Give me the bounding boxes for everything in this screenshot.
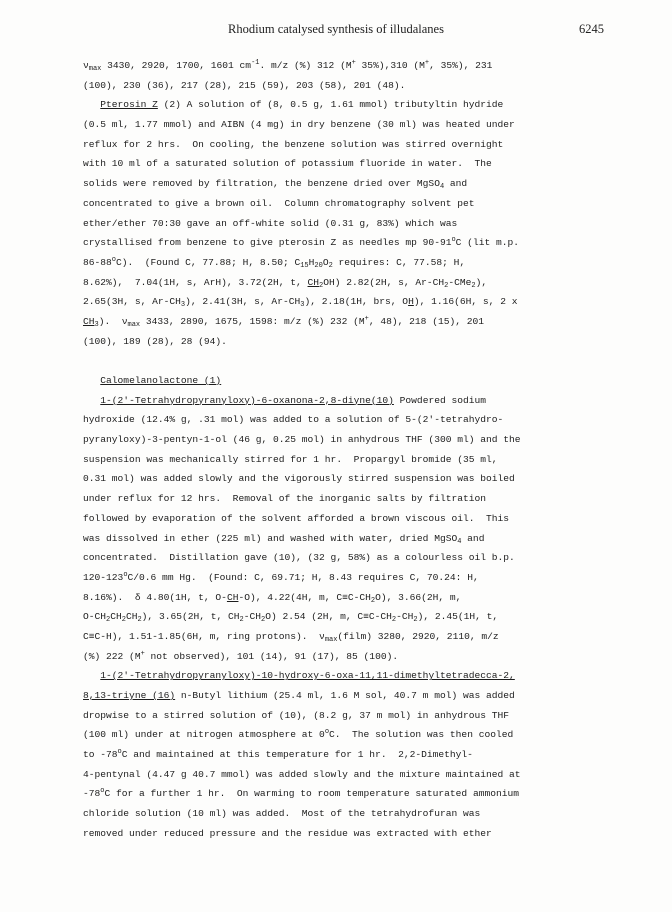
text-run: CH — [110, 611, 122, 623]
text-run: ), — [475, 276, 488, 288]
text-run: -78 — [83, 788, 101, 800]
subscript: 2 — [319, 281, 324, 290]
subscript: 2 — [471, 281, 476, 290]
text-run: ether/ether 70:30 gave an off-white solid (0.31 g, 83%) which was — [83, 217, 458, 229]
text-run: and — [461, 532, 485, 544]
text-line — [83, 784, 603, 804]
text-run: (100), 189 (28), 28 (94). — [83, 335, 227, 347]
superscript: o — [117, 748, 122, 757]
text-run: Powdered sodium — [393, 394, 487, 406]
text-run: 3430, 2920, 1700, 1601 cm — [101, 60, 252, 71]
text-run: CH — [226, 591, 239, 603]
text-run — [83, 670, 100, 681]
text-run: was dissolved in ether (225 ml) and washed with water, dried MgSO — [83, 532, 458, 544]
page-header — [0, 22, 672, 42]
text-run: concentrated to give a brown oil. Column chromatography solvent pet — [83, 197, 475, 209]
text-line — [83, 607, 603, 627]
text-line — [83, 725, 603, 745]
text-run: O-CH — [83, 611, 107, 623]
text-run: to -78 — [83, 749, 118, 761]
text-line — [83, 568, 603, 588]
text-run: (film) 3280, 2920, 2110, m/z — [337, 630, 499, 642]
text-line — [83, 174, 603, 194]
text-run: reflux for 2 hrs. On cooling, the benzene solution was stirred overnight — [83, 138, 504, 150]
text-run: Pterosin Z — [100, 99, 158, 111]
text-line — [83, 214, 603, 234]
text-line — [83, 56, 603, 76]
superscript: o — [451, 236, 456, 245]
text-run: not observed), 101 (14), 91 (17), 85 (100). — [144, 650, 399, 662]
text-run: O — [322, 256, 329, 268]
text-run: 3433, 2890, 1675, 1598: m/z (%) 232 (M — [140, 315, 365, 327]
subscript: 3 — [300, 301, 305, 310]
text-run: , 48), 218 (15), 201 — [368, 315, 485, 327]
text-run: OH) 2.82(2H, s, Ar-CH — [323, 276, 445, 288]
text-run: O) 2.54 (2H, m, C≡C-CH — [265, 611, 392, 623]
text-run: under reflux for 12 hrs. Removal of the inorganic salts by filtration — [83, 493, 487, 505]
superscript: o — [324, 728, 330, 737]
text-line — [83, 627, 603, 647]
text-line — [83, 312, 603, 332]
text-run: chloride solution (10 ml) was added. Most of the tetrahydrofuran was — [83, 808, 481, 820]
text-run: pyranyloxy)-3-pentyn-1-ol (46 g, 0.25 mol) in anhydrous THF (300 ml) and the — [83, 434, 521, 446]
text-run: hydroxide (12.4% g, .31 mol) was added to a solution of 5-(2'-tetrahydro- — [83, 414, 504, 426]
text-run: H — [408, 296, 414, 308]
text-run: . m/z (%) 312 (M — [259, 60, 352, 71]
text-run: 8,13-triyne (16) — [83, 690, 176, 701]
text-line — [83, 686, 603, 706]
subscript: max — [324, 635, 338, 644]
text-run: 2.65(3H, s, Ar-CH — [83, 296, 181, 308]
text-run: crystallised from benzene to give pterosin Z as needles mp 90-91 — [83, 237, 452, 249]
text-run: CH — [83, 315, 95, 327]
text-line — [83, 391, 603, 411]
text-line — [83, 706, 603, 726]
text-line — [83, 529, 603, 549]
text-run: 8.62%), 7.04(1H, s, ArH), 3.72(2H, t, — [83, 276, 308, 288]
text-line — [83, 95, 603, 115]
text-run: requires: C, 77.58; H, — [332, 256, 466, 268]
text-line — [83, 154, 603, 174]
text-run: C). (Found C, 77.88; H, 8.50; C — [116, 256, 301, 268]
text-line — [83, 371, 603, 391]
text-line — [83, 588, 603, 608]
text-run: removed under reduced pressure and the residue was extracted with ether — [83, 827, 492, 839]
text-run: (0.5 ml, 1.77 mmol) and AIBN (4 mg) in dry benzene (30 ml) was heated under — [83, 119, 515, 131]
text-run: 120-123 — [83, 571, 124, 583]
text-line — [83, 745, 603, 765]
superscript: o — [100, 787, 105, 796]
text-run: concentrated. Distillation gave (10), (32 g, 58%) as a colourless oil b.p. — [83, 552, 515, 564]
text-line — [83, 765, 603, 785]
text-run: (100 ml) under at nitrogen atmosphere at 0 — [83, 729, 325, 741]
text-run: (2) A solution of (8, 0.5 g, 1.61 mmol) tributyltin hydride — [157, 99, 504, 111]
text-run: ), 3.65(2H, t, CH — [141, 611, 240, 623]
text-run: ), 2.41(3H, s, Ar-CH — [185, 296, 301, 308]
text-line — [83, 666, 603, 686]
text-run: 86-88 — [83, 256, 112, 268]
page-number: 6245 — [579, 22, 604, 36]
text-line — [83, 469, 603, 489]
text-run: -CH — [396, 611, 414, 623]
text-line — [83, 410, 603, 430]
text-line — [83, 233, 603, 253]
text-line — [83, 804, 603, 824]
text-run: with 10 ml of a saturated solution of potassium fluoride in water. The — [83, 158, 492, 170]
superscript: o — [123, 570, 128, 579]
text-run — [83, 375, 100, 386]
text-line — [83, 135, 603, 155]
text-run: CH — [307, 276, 320, 288]
text-run: 35%),310 (M — [355, 60, 425, 71]
text-line — [83, 292, 603, 312]
subscript: 2 — [261, 616, 266, 625]
text-run: 1-(2'-Tetrahydropyranyloxy)-10-hydroxy-6-oxa-11,11-dimethyltetradecca-2, — [100, 670, 515, 682]
text-line — [83, 115, 603, 135]
text-run: ), 1.16(6H, s, 2 x — [413, 296, 518, 308]
subscript: 4 — [439, 183, 445, 192]
subscript: max — [127, 320, 141, 329]
running-title: Rhodium catalysed synthesis of illudalanes — [228, 22, 444, 36]
text-run: suspension was mechanically stirred for 1 hr. Propargyl bromide (35 ml, — [83, 453, 498, 465]
subscript: 2 — [328, 261, 333, 270]
text-line — [83, 450, 603, 470]
subscript: 15 — [300, 261, 309, 270]
text-run: (100), 230 (36), 217 (28), 215 (59), 203 (58), 201 (48). — [83, 79, 406, 91]
subscript: 3 — [180, 301, 186, 310]
text-run — [83, 99, 100, 110]
paragraph-gap — [83, 351, 603, 371]
text-run — [83, 395, 100, 406]
text-run: -O), 4.22(4H, m, C≡C-CH — [238, 591, 371, 603]
superscript: + — [364, 314, 369, 323]
subscript: 3 — [94, 320, 99, 329]
superscript: + — [424, 59, 430, 67]
subscript: 2 — [391, 616, 397, 625]
text-run: and — [444, 178, 468, 190]
subscript: 4 — [457, 537, 462, 546]
superscript: -1 — [251, 59, 260, 67]
text-run: C (lit m.p. — [455, 237, 520, 249]
text-line — [83, 430, 603, 450]
text-line — [83, 548, 603, 568]
text-run: ). ν — [98, 315, 128, 327]
text-run: Calomelanolactone (1) — [100, 375, 222, 386]
text-run: -CMe — [448, 276, 472, 288]
text-line — [83, 273, 603, 293]
text-run: followed by evaporation of the solvent afforded a brown viscous oil. This — [83, 512, 510, 524]
text-line — [83, 332, 603, 352]
text-line — [83, 647, 603, 667]
text-run: -CH — [243, 611, 262, 623]
subscript: 20 — [314, 261, 323, 270]
superscript: o — [111, 255, 116, 264]
text-run: CH — [125, 611, 138, 623]
text-line — [83, 76, 603, 96]
article-body — [83, 56, 603, 844]
text-run: C. The solution was then cooled — [329, 729, 514, 741]
subscript: 2 — [137, 616, 142, 625]
text-line — [83, 253, 603, 273]
text-line — [83, 489, 603, 509]
text-run: C for a further 1 hr. On warming to room temperature saturated ammonium — [104, 788, 520, 800]
text-run: ), 2.45(1H, t, — [417, 611, 499, 623]
superscript: + — [351, 59, 356, 67]
text-run: C/0.6 mm Hg. (Found: C, 69.71; H, 8.43 requires C, 70.24: H, — [127, 571, 479, 583]
text-run: ), 2.18(1H, brs, O — [304, 296, 409, 308]
subscript: 2 — [106, 616, 111, 625]
text-line — [83, 509, 603, 529]
text-line — [83, 194, 603, 214]
text-run: 0.31 mol) was added slowly and the vigorously stirred suspension was boiled — [83, 473, 515, 485]
text-run: 1-(2'-Tetrahydropyranyloxy)-6-oxanona-2,8-diyne(10) — [100, 394, 394, 406]
subscript: 2 — [413, 616, 418, 625]
subscript: max — [88, 65, 102, 73]
text-run: O), 3.66(2H, m, — [375, 591, 462, 603]
text-run: 4-pentynal (4.47 g 40.7 mmol) was added slowly and the mixture maintained at — [83, 768, 521, 780]
text-run: , 35%), 231 — [429, 60, 493, 71]
text-run: C≡C-H), 1.51-1.85(6H, m, ring protons). ν — [83, 630, 325, 642]
text-run: (%) 222 (M — [83, 650, 141, 662]
subscript: 2 — [121, 616, 126, 625]
text-run: solids were removed by filtration, the benzene dried over MgSO — [83, 178, 440, 190]
text-run: C and maintained at this temperature for 1 hr. 2,2-Dimethyl- — [121, 749, 473, 761]
superscript: + — [140, 649, 145, 658]
text-run: dropwise to a stirred solution of (10), (8.2 g, 37 m mol) in anhydrous THF — [83, 709, 510, 721]
text-run: 8.16%). δ 4.80(1H, t, O- — [83, 591, 227, 603]
subscript: 2 — [444, 281, 449, 290]
subscript: 2 — [239, 616, 244, 625]
text-run: H — [308, 256, 315, 268]
subscript: 2 — [370, 596, 376, 605]
text-run: ν — [83, 60, 89, 71]
text-run: n-Butyl lithium (25.4 ml, 1.6 M sol, 40.7 m mol) was added — [175, 690, 515, 701]
text-line — [83, 824, 603, 844]
